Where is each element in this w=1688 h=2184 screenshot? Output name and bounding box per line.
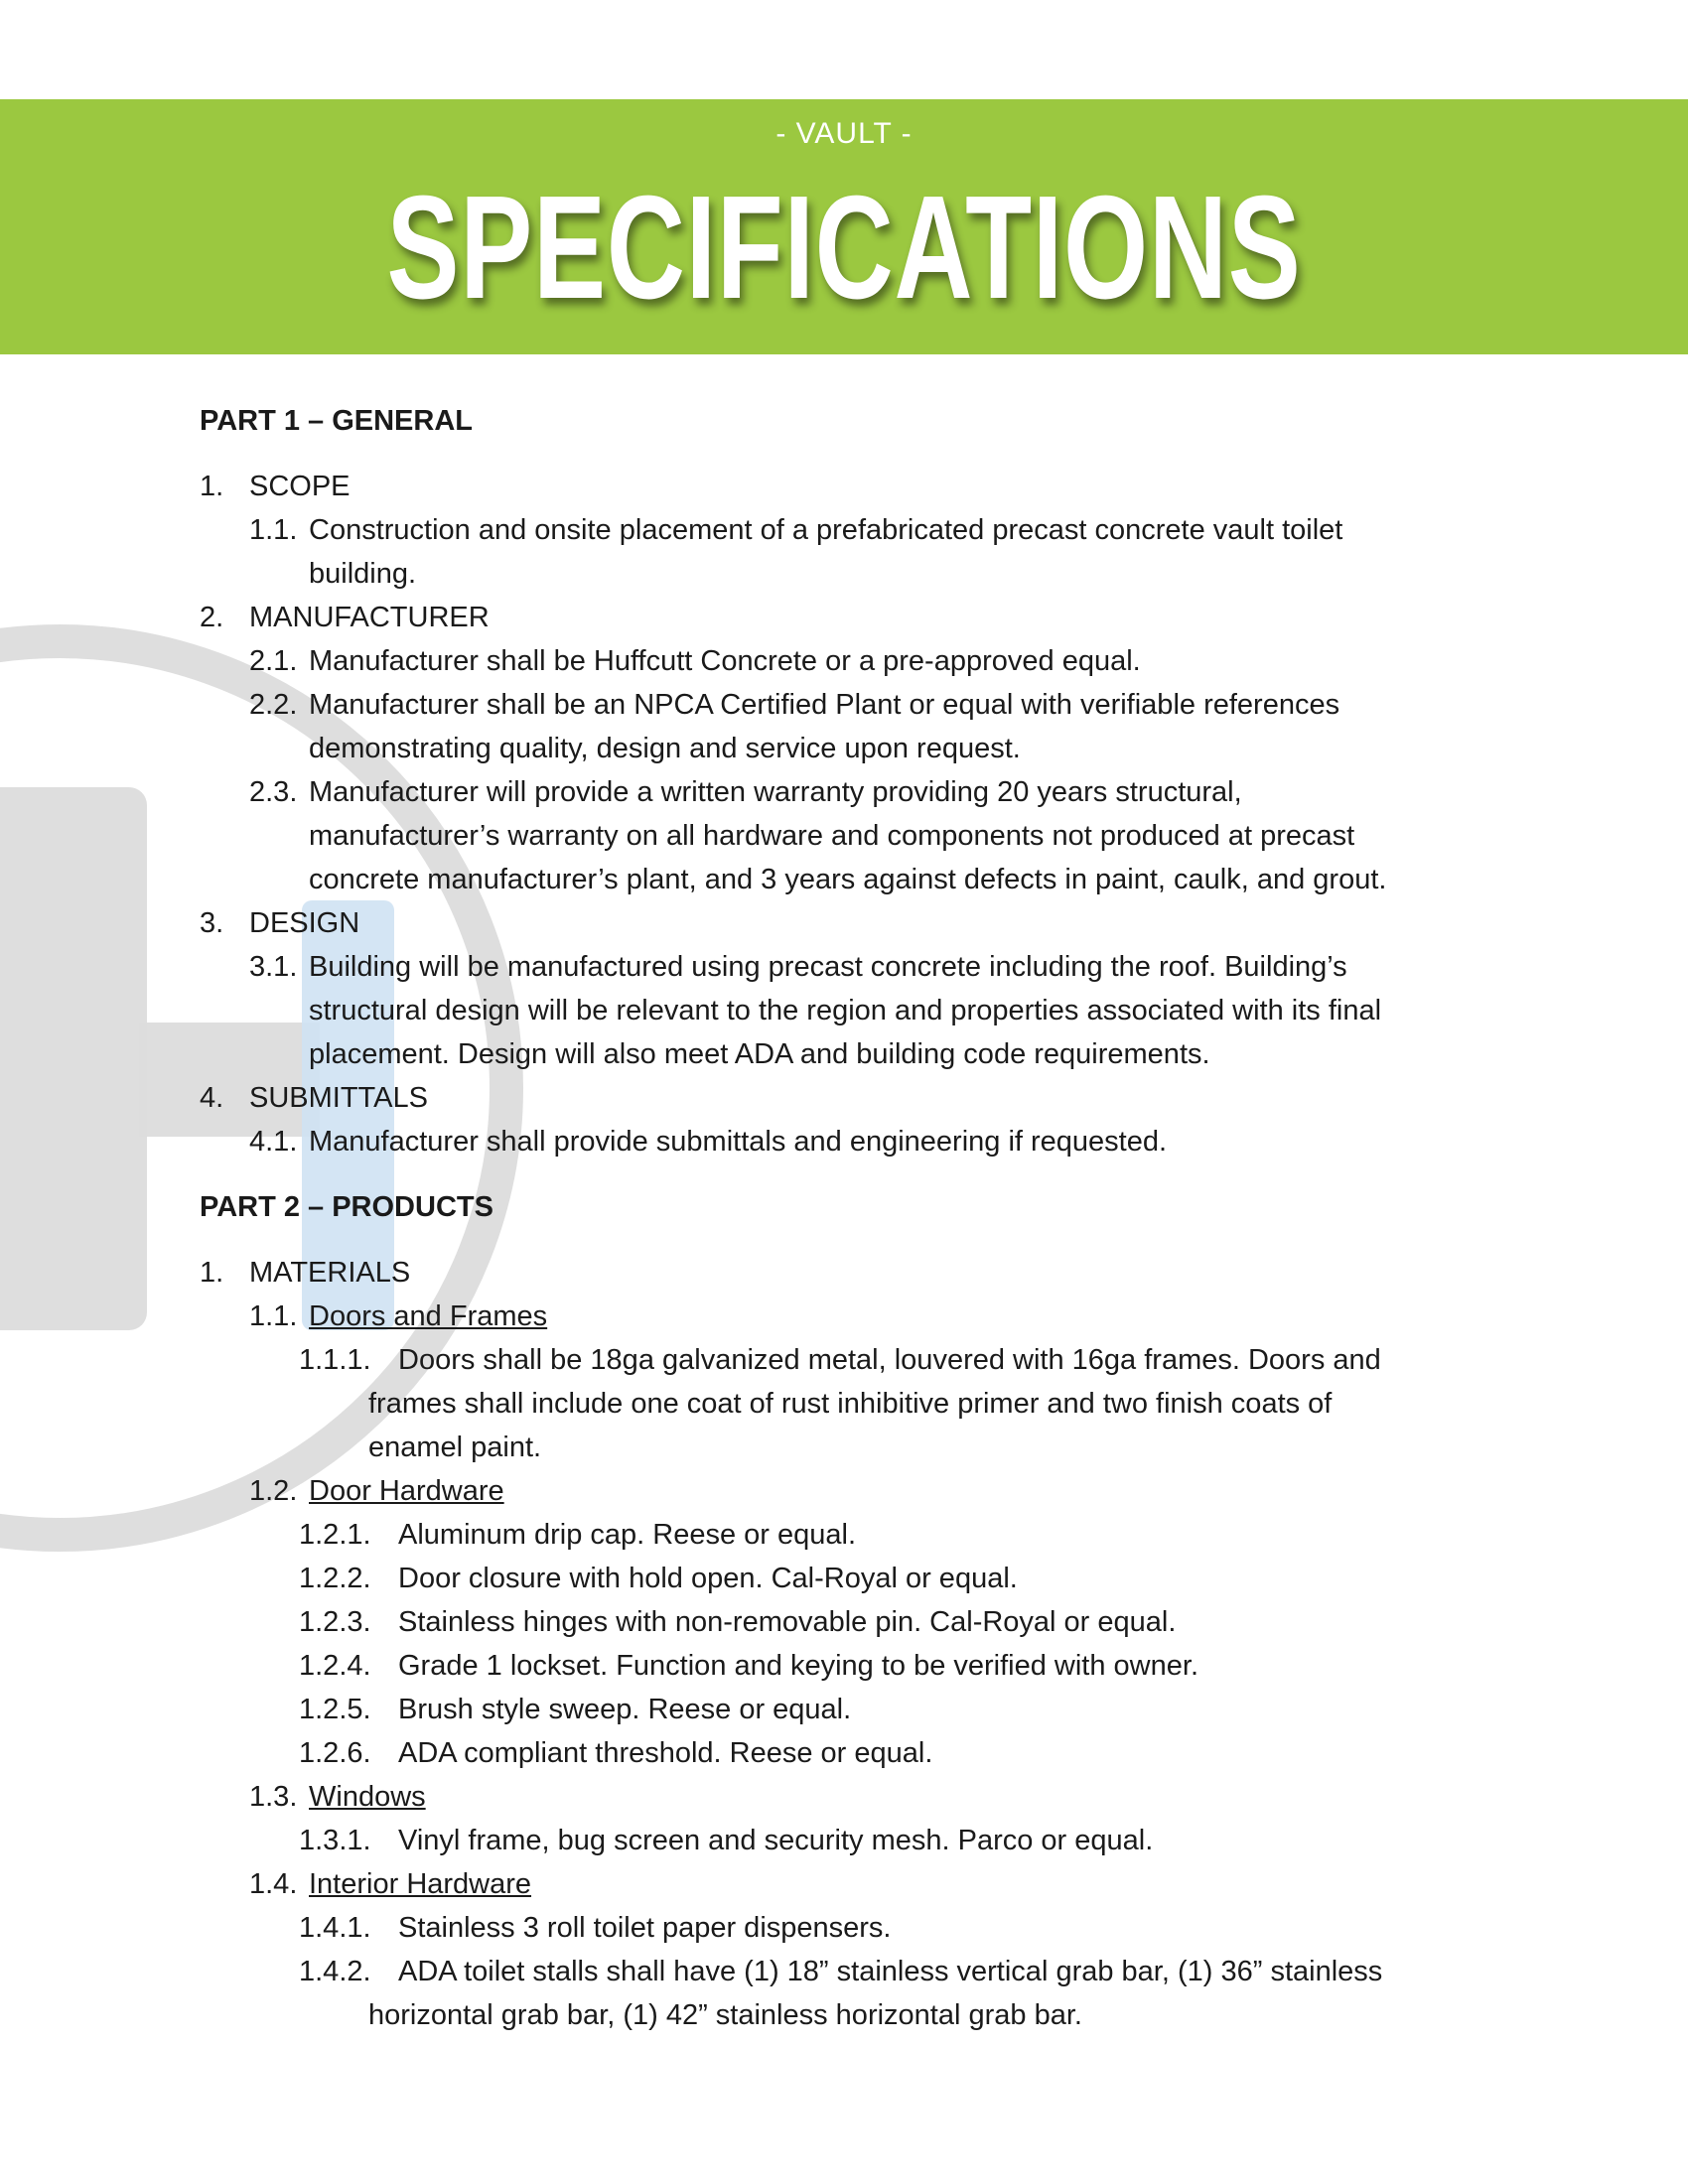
item-text: placement. Design will also meet ADA and building code requirements. bbox=[309, 1038, 1210, 1070]
section-number: 3. bbox=[200, 907, 224, 939]
subitem-number: 1.2.2. bbox=[299, 1563, 371, 1594]
item-text: Brush style sweep. Reese or equal. bbox=[398, 1694, 852, 1725]
item-text: manufacturer’s warranty on all hardware and components not produced at precast bbox=[309, 820, 1355, 852]
part2-heading: PART 2 – PRODUCTS bbox=[200, 1191, 493, 1223]
subitem-number: 1.4.1. bbox=[299, 1912, 371, 1944]
section-number: 1. bbox=[200, 471, 224, 502]
item-text: Vinyl frame, bug screen and security mesh. Parco or equal. bbox=[398, 1825, 1154, 1856]
section-title-submittals: SUBMITTALS bbox=[249, 1082, 428, 1114]
subitem-number: 1.2.1. bbox=[299, 1519, 371, 1551]
subsection-title-door-hardware: Door Hardware bbox=[309, 1475, 504, 1507]
header-title: SPECIFICATIONS bbox=[386, 166, 1302, 330]
item-number: 1.2. bbox=[249, 1475, 298, 1507]
section-title-design: DESIGN bbox=[249, 907, 360, 939]
subsection-title-windows: Windows bbox=[309, 1781, 426, 1813]
section-title-manufacturer: MANUFACTURER bbox=[249, 602, 490, 633]
header-subtitle: - VAULT - bbox=[775, 117, 913, 150]
item-text: Door closure with hold open. Cal-Royal or equal. bbox=[398, 1563, 1018, 1594]
subitem-number: 1.3.1. bbox=[299, 1825, 371, 1856]
item-text: Manufacturer shall be an NPCA Certified Plant or equal with verifiable references bbox=[309, 689, 1340, 721]
item-text: building. bbox=[309, 558, 417, 590]
item-text: ADA toilet stalls shall have (1) 18” stainless vertical grab bar, (1) 36” stainless bbox=[398, 1956, 1383, 1987]
subitem-number: 1.2.6. bbox=[299, 1737, 371, 1769]
item-number: 4.1. bbox=[249, 1126, 298, 1158]
item-number: 3.1. bbox=[249, 951, 298, 983]
item-text: ADA compliant threshold. Reese or equal. bbox=[398, 1737, 933, 1769]
section-title-materials: MATERIALS bbox=[249, 1257, 411, 1289]
item-text: Stainless 3 roll toilet paper dispensers. bbox=[398, 1912, 892, 1944]
section-title-scope: SCOPE bbox=[249, 471, 351, 502]
item-number: 1.3. bbox=[249, 1781, 298, 1813]
item-text: concrete manufacturer’s plant, and 3 years against defects in paint, caulk, and grout. bbox=[309, 864, 1387, 895]
item-number: 1.4. bbox=[249, 1868, 298, 1900]
item-text: Doors shall be 18ga galvanized metal, louvered with 16ga frames. Doors and bbox=[398, 1344, 1381, 1376]
subitem-number: 1.1.1. bbox=[299, 1344, 371, 1376]
item-text: Manufacturer will provide a written warranty providing 20 years structural, bbox=[309, 776, 1242, 808]
item-text: Building will be manufactured using precast concrete including the roof. Building’s bbox=[309, 951, 1347, 983]
subitem-number: 1.4.2. bbox=[299, 1956, 371, 1987]
item-text: horizontal grab bar, (1) 42” stainless horizontal grab bar. bbox=[368, 1999, 1082, 2031]
item-text: Stainless hinges with non-removable pin. Cal-Royal or equal. bbox=[398, 1606, 1177, 1638]
section-number: 4. bbox=[200, 1082, 224, 1114]
item-text: enamel paint. bbox=[368, 1432, 542, 1463]
subitem-number: 1.2.3. bbox=[299, 1606, 371, 1638]
item-text: Construction and onsite placement of a prefabricated precast concrete vault toilet bbox=[309, 514, 1343, 546]
item-text: frames shall include one coat of rust inhibitive primer and two finish coats of bbox=[368, 1388, 1333, 1420]
section-number: 2. bbox=[200, 602, 224, 633]
item-number: 2.3. bbox=[249, 776, 298, 808]
item-text: Grade 1 lockset. Function and keying to be verified with owner. bbox=[398, 1650, 1198, 1682]
section-number: 1. bbox=[200, 1257, 224, 1289]
item-text: demonstrating quality, design and service upon request. bbox=[309, 733, 1021, 764]
item-number: 1.1. bbox=[249, 514, 298, 546]
item-number: 2.1. bbox=[249, 645, 298, 677]
item-text: Aluminum drip cap. Reese or equal. bbox=[398, 1519, 857, 1551]
subsection-title-interior-hardware: Interior Hardware bbox=[309, 1868, 532, 1900]
item-number: 2.2. bbox=[249, 689, 298, 721]
item-number: 1.1. bbox=[249, 1300, 298, 1332]
subsection-title-doors-frames: Doors and Frames bbox=[309, 1300, 548, 1332]
subitem-number: 1.2.5. bbox=[299, 1694, 371, 1725]
item-text: Manufacturer shall be Huffcutt Concrete or a pre-approved equal. bbox=[309, 645, 1141, 677]
item-text: structural design will be relevant to the region and properties associated with its final bbox=[309, 995, 1382, 1026]
part1-heading: PART 1 – GENERAL bbox=[200, 405, 474, 437]
subitem-number: 1.2.4. bbox=[299, 1650, 371, 1682]
item-text: Manufacturer shall provide submittals and engineering if requested. bbox=[309, 1126, 1168, 1158]
